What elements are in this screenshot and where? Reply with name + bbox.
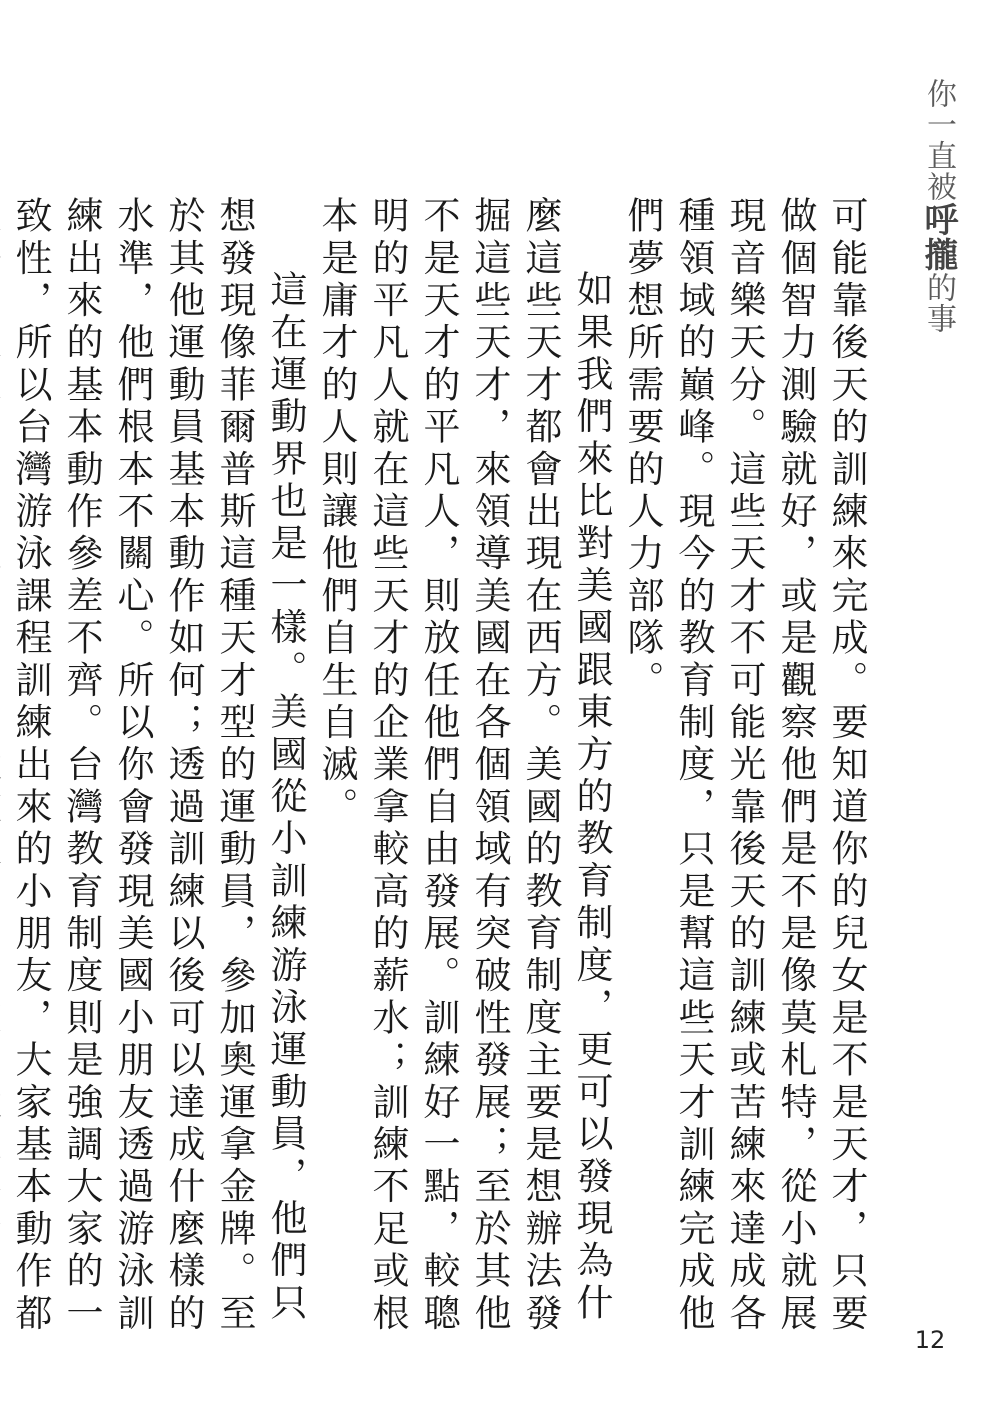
- page-number: 12: [914, 1326, 946, 1354]
- paragraph: 可能靠後天的訓練來完成。要知道你的兒女是不是天才，只要做個智力測驗就好，或是觀察他們是不是像莫札特，從小就展現音樂天分。這些天才不可能光靠後天的訓練或苦練來達成各種領域的巔峰。現今的教育制度，只是幫這些天才訓練完成他們夢想所需要的人力部隊。: [621, 196, 868, 1336]
- paragraph: 這在運動界也是一樣。美國從小訓練游泳運動員，他們只想發現像菲爾普斯這種天才型的運動員，參加奧運拿金牌。至於其他運動員基本動作如何；透過訓練以後可以達成什麼樣的水準，他們根本不關心。所以你會發現美國小朋友透過游泳訓練出來的基本動作參差不齊。台灣教育制度則是強調大家的一致性，所以台灣游泳課程訓練出來的小朋友，大家基本動作都: [9, 196, 307, 1336]
- paragraph: 如果我們來比對美國跟東方的教育制度，更可以發現為什麼這些天才都會出現在西方。美國的教育制度主要是想辦法發掘這些天才，來領導美國在各個領域有突破性發展；至於其他不是天才的平凡人，則放任他們自由發展。訓練好一點，較聰明的平凡人就在這些天才的企業拿較高的薪水；訓練不足或根本是庸才的人則讓他們自生自滅。: [315, 196, 613, 1336]
- header-title-emphasis: 呼攏: [918, 202, 958, 272]
- header-title-suffix: 的事: [921, 272, 956, 334]
- header-title-prefix: 你一直被: [921, 78, 956, 202]
- body-text: [9, 196, 872, 1336]
- running-header: [912, 78, 964, 334]
